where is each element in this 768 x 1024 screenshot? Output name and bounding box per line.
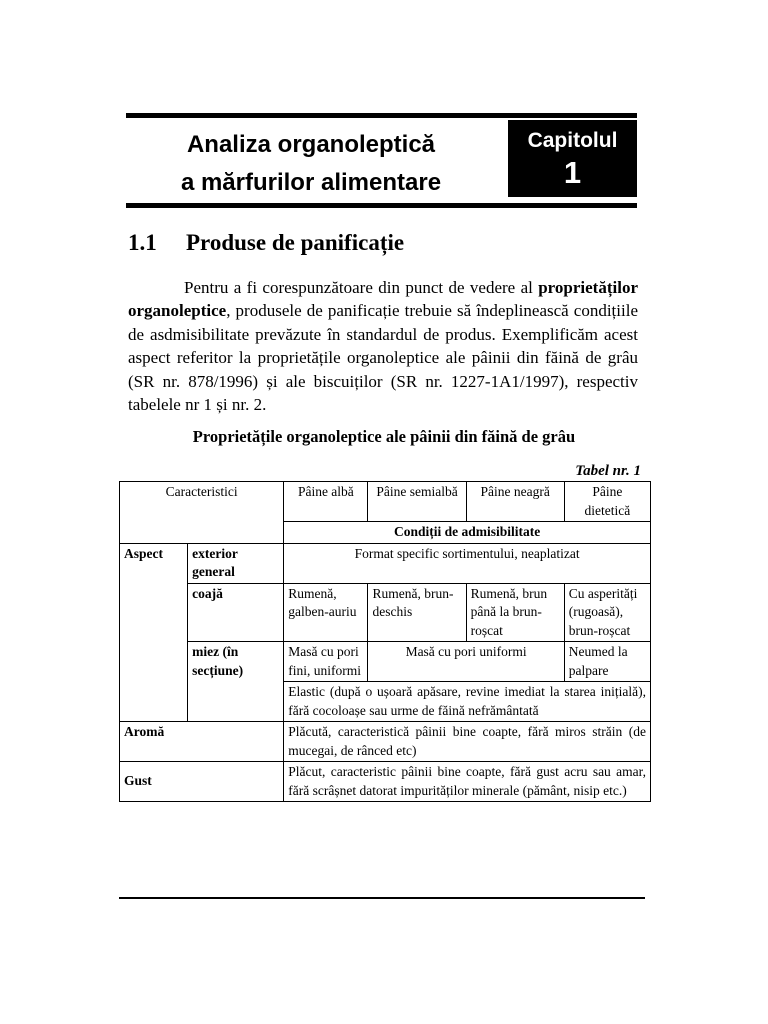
- section-number: 1.1: [128, 230, 157, 255]
- cell-miez-dietetica: Neumed la palpare: [564, 642, 650, 682]
- header-paine-alba: Pâine albă: [284, 482, 368, 522]
- properties-table: [119, 481, 651, 802]
- cell-miez-middle: Masă cu pori uniformi: [368, 642, 564, 682]
- table-row: [120, 722, 651, 762]
- table-row: [120, 762, 651, 802]
- paragraph-text-1: Pentru a fi corespunzătoare din punct de vedere al: [184, 278, 539, 297]
- chapter-number: 1: [563, 155, 582, 190]
- cell-coaja-alba: Rumenă, galben-auriu: [284, 583, 368, 642]
- table-caption: Proprietățile organoleptice ale pâinii din făină de grâu: [192, 427, 576, 446]
- chapter-label: Capitolul: [527, 129, 618, 152]
- chapter-title-line2: a mărfurilor alimentare: [180, 169, 442, 196]
- section-heading: [128, 230, 404, 256]
- header-bottom-rule: [126, 203, 637, 208]
- table-number: Tabel nr. 1: [575, 463, 641, 479]
- cell-coaja-neagra: Rumenă, brun până la brun-roșcat: [466, 583, 564, 642]
- paragraph-bold: proprietăților organoleptice: [128, 278, 638, 321]
- cell-miez-alba: Masă cu pori fini, uniformi: [284, 642, 368, 682]
- sublabel-exterior: exterior general: [188, 543, 284, 583]
- footer-rule: [119, 897, 645, 899]
- header-paine-dietetica: Pâine dietetică: [564, 482, 650, 522]
- table-row: [120, 642, 651, 682]
- cell-coaja-semialba: Rumenă, brun-deschis: [368, 583, 466, 642]
- header-paine-semialba: Pâine semialbă: [368, 482, 466, 522]
- cell-aroma: Plăcută, caracteristică pâinii bine coapte, fără miros străin (de mucegai, de rânced etc): [284, 722, 651, 762]
- cell-coaja-dietetica: Cu asperități (rugoasă), brun-roșcat: [564, 583, 650, 642]
- row-label-aspect: Aspect: [120, 543, 188, 722]
- sublabel-miez: miez (în secțiune): [188, 642, 284, 722]
- header-characteristics: Caracteristici: [120, 482, 284, 544]
- row-label-gust: Gust: [120, 762, 284, 802]
- chapter-title-line1: Analiza organoleptică: [186, 131, 436, 158]
- header-conditions: Condiții de admisibilitate: [284, 522, 651, 544]
- cell-exterior: Format specific sortimentului, neaplatizat: [284, 543, 651, 583]
- top-rule: [126, 113, 637, 118]
- table-row: [120, 583, 651, 642]
- section-title: Produse de panificație: [186, 230, 405, 255]
- chapter-title: [126, 126, 496, 202]
- header-paine-neagra: Pâine neagră: [466, 482, 564, 522]
- cell-elastic: Elastic (după o ușoară apăsare, revine imediat la starea inițială), fără cocoloașe sau urme de făină nefrământată: [284, 682, 651, 722]
- table-row: [120, 543, 651, 583]
- paragraph-text-2: , produsele de panificație trebuie să îndeplinească condițiile de asdmisibilitate prevăzute în standardul de produs. Exemplificăm acest aspect referitor la proprietățile organoleptice ale pâinii din făină de grâu (SR nr. 878/1996) și ale biscuiților (SR nr. 1227-1A1/1997), respectiv tabelele nr 1 și nr. 2.: [128, 301, 638, 415]
- intro-paragraph: [128, 276, 638, 416]
- table-header-row: [120, 482, 651, 522]
- cell-gust: Plăcut, caracteristic pâinii bine coapte, fără gust acru sau amar, fără scrâșnet datorat impurităților minerale (pământ, nisip etc.): [284, 762, 651, 802]
- chapter-badge: [508, 120, 637, 197]
- row-label-aroma: Aromă: [120, 722, 284, 762]
- sublabel-coaja: coajă: [188, 583, 284, 642]
